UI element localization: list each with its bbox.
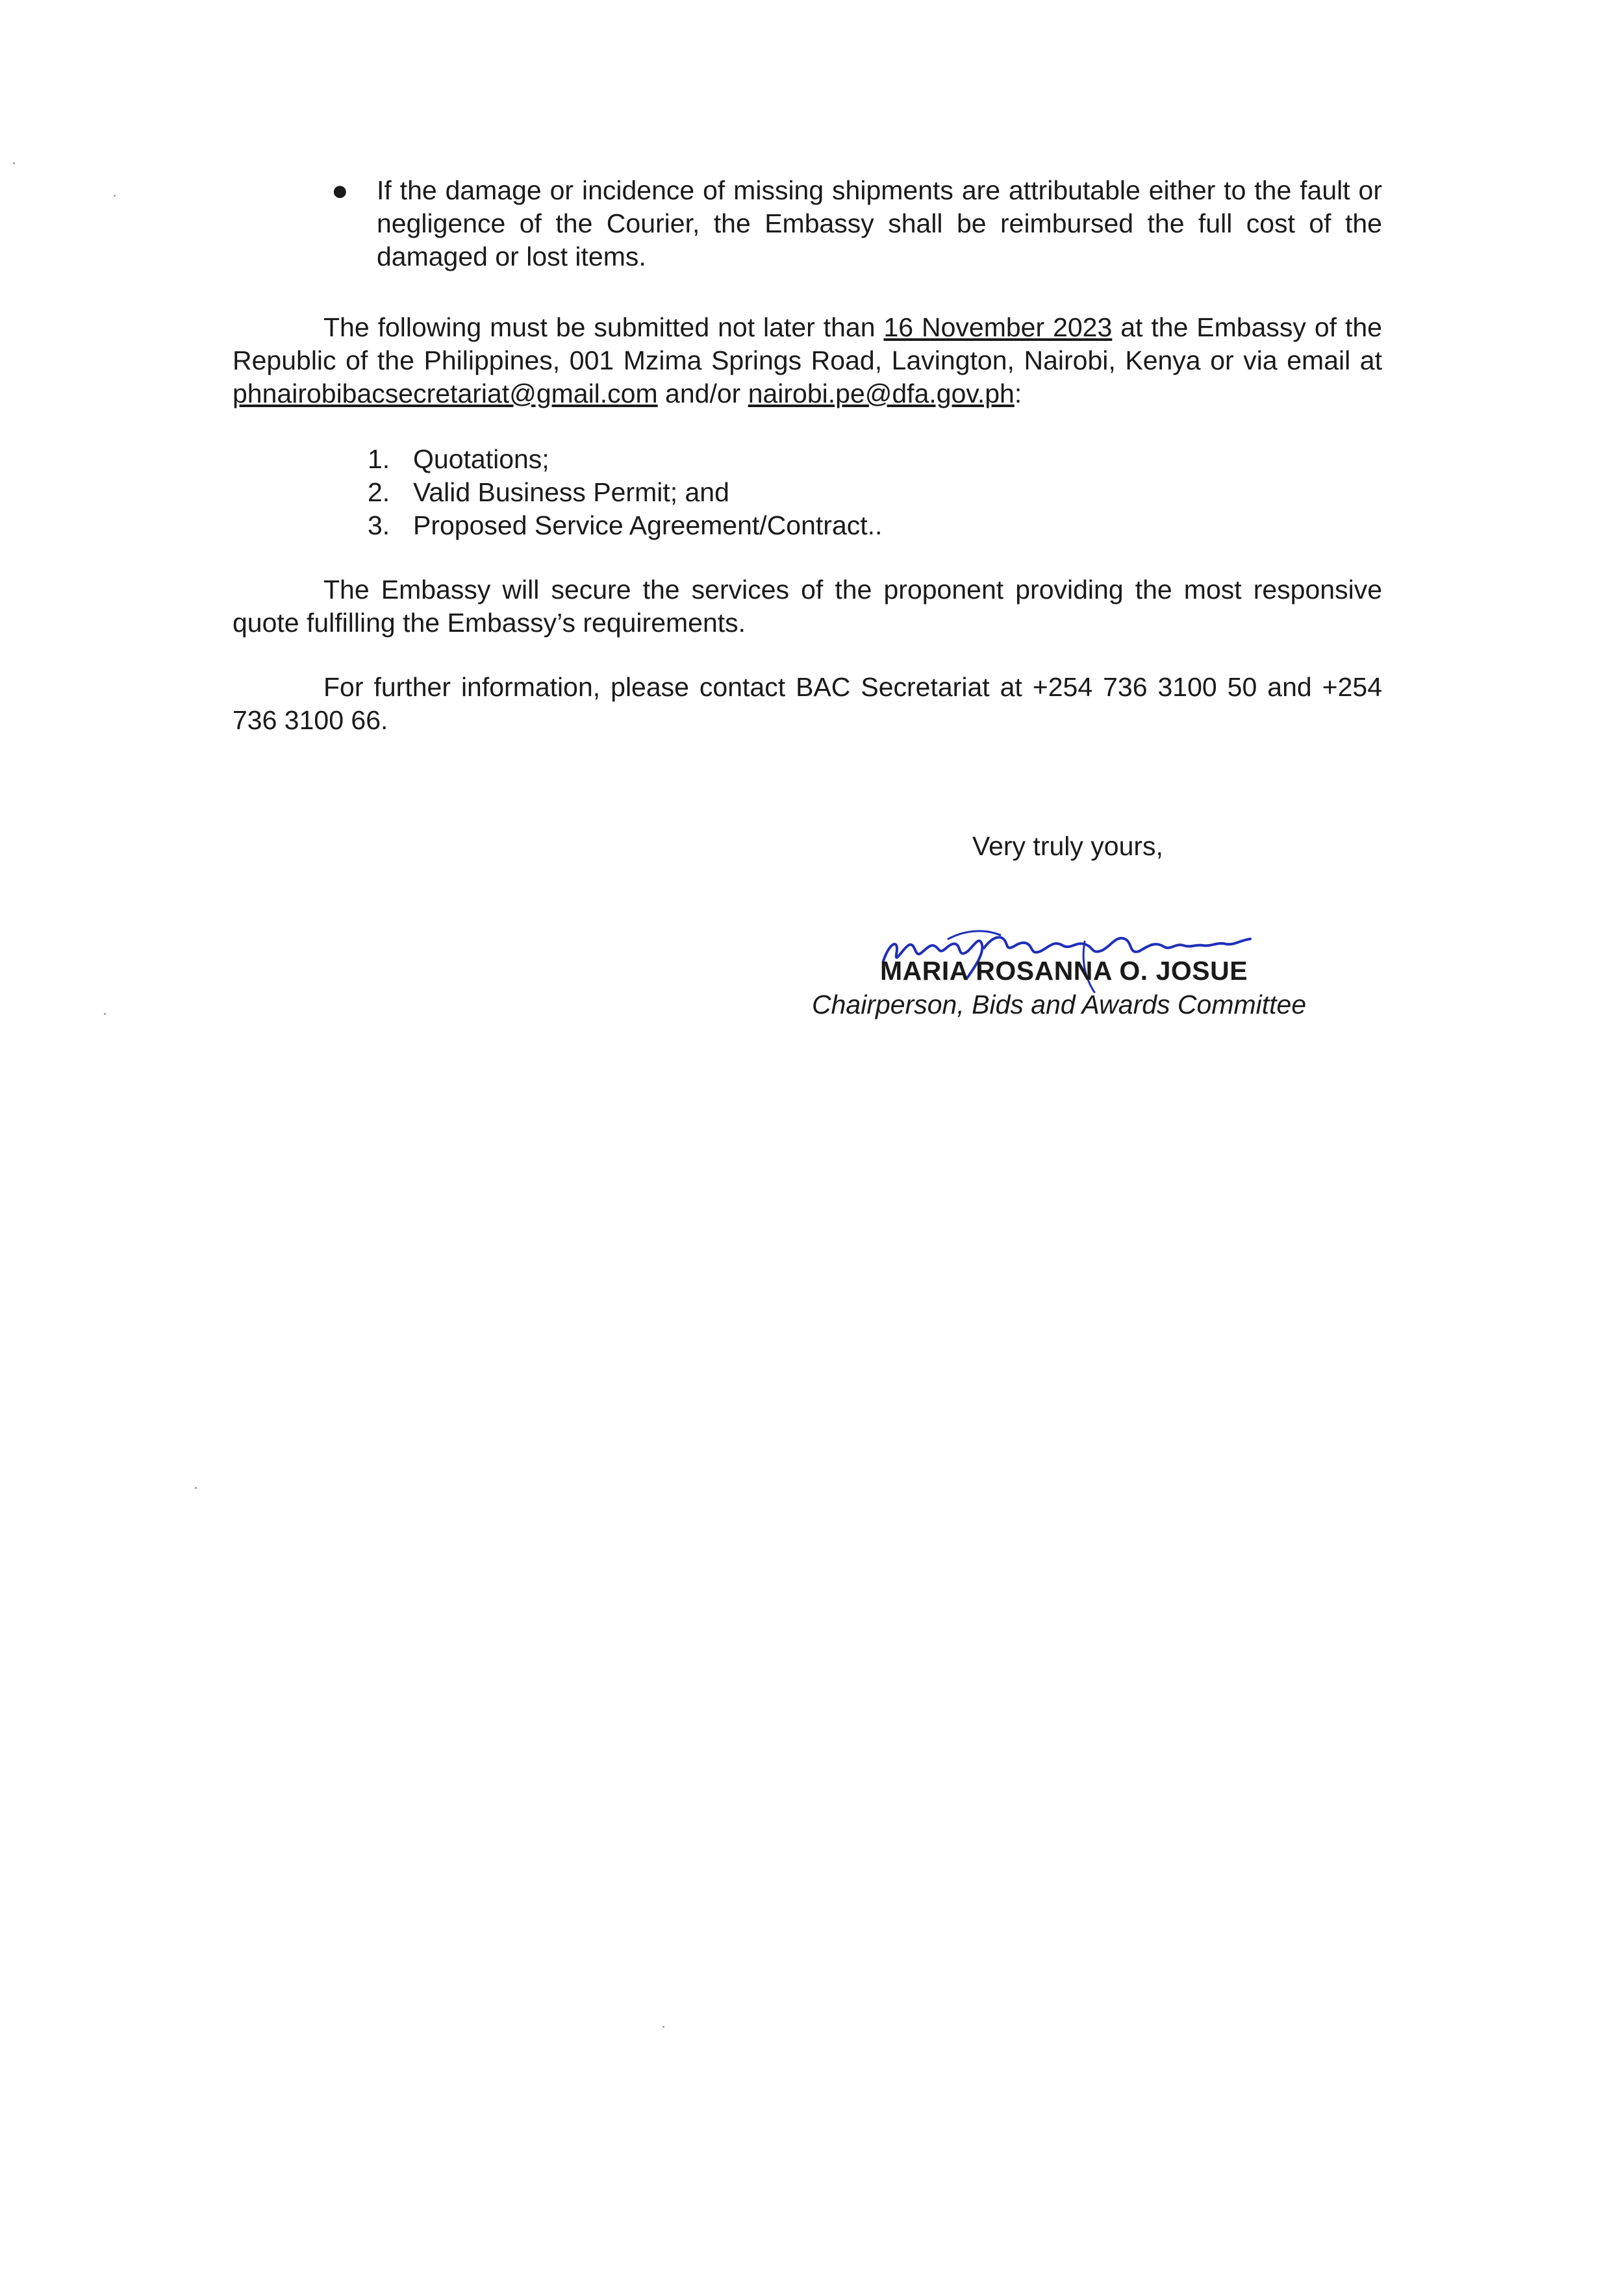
scan-speck [114, 195, 116, 197]
contact-paragraph: For further information, please contact BAC Secretariat at +254 736 3100 50 and +254 736 3100 66. [233, 672, 1382, 735]
list-item-number: 3. [368, 510, 390, 540]
signature-block [812, 916, 1396, 1039]
submission-paragraph [233, 311, 1382, 410]
list-item [368, 509, 1382, 542]
signatory-name: MARIA ROSANNA O. JOSUE [880, 956, 1248, 986]
scan-speck [662, 2026, 664, 2028]
submission-end: : [1014, 379, 1022, 408]
bullet-text: If the damage or incidence of missing shipments are attributable either to the fault or negligence of the Courier, the Embassy shall be reimbursed the full cost of the damaged or lost items. [377, 175, 1382, 271]
submission-deadline: 16 November 2023 [883, 312, 1113, 342]
email-link-embassy[interactable]: nairobi.pe@dfa.gov.ph [748, 379, 1015, 408]
list-item [368, 476, 1382, 509]
list-item [368, 443, 1382, 476]
list-item-text: Quotations; [413, 444, 549, 474]
submission-lead: The following must be submitted not later than [323, 312, 884, 342]
submission-and-or: and/or [657, 379, 748, 408]
scan-speck [195, 1487, 197, 1489]
bullet-marker: ● [331, 175, 349, 206]
email-link-bac[interactable]: phnairobibacsecretariat@gmail.com [233, 379, 658, 408]
list-item-number: 2. [368, 477, 390, 507]
letter-body [233, 174, 1382, 737]
scan-speck [13, 162, 15, 164]
scan-speck [104, 1013, 106, 1015]
services-paragraph: The Embassy will secure the services of the proponent providing the most responsive quote fulfilling the Embassy’s requirements. [233, 575, 1382, 638]
requirements-list [233, 443, 1382, 542]
closing-salutation: Very truly yours, [972, 831, 1163, 861]
list-item-number: 1. [368, 444, 390, 474]
list-item-text: Proposed Service Agreement/Contract.. [413, 510, 883, 540]
bullet-item [233, 174, 1382, 273]
submission-middle: at the Embassy of the Republic of the Philippines, 001 Mzima Springs Road, Lavington, Nairobi, Kenya or via email at [233, 312, 1382, 375]
list-item-text: Valid Business Permit; and [413, 477, 729, 507]
signatory-title: Chairperson, Bids and Awards Committee [812, 990, 1307, 1019]
